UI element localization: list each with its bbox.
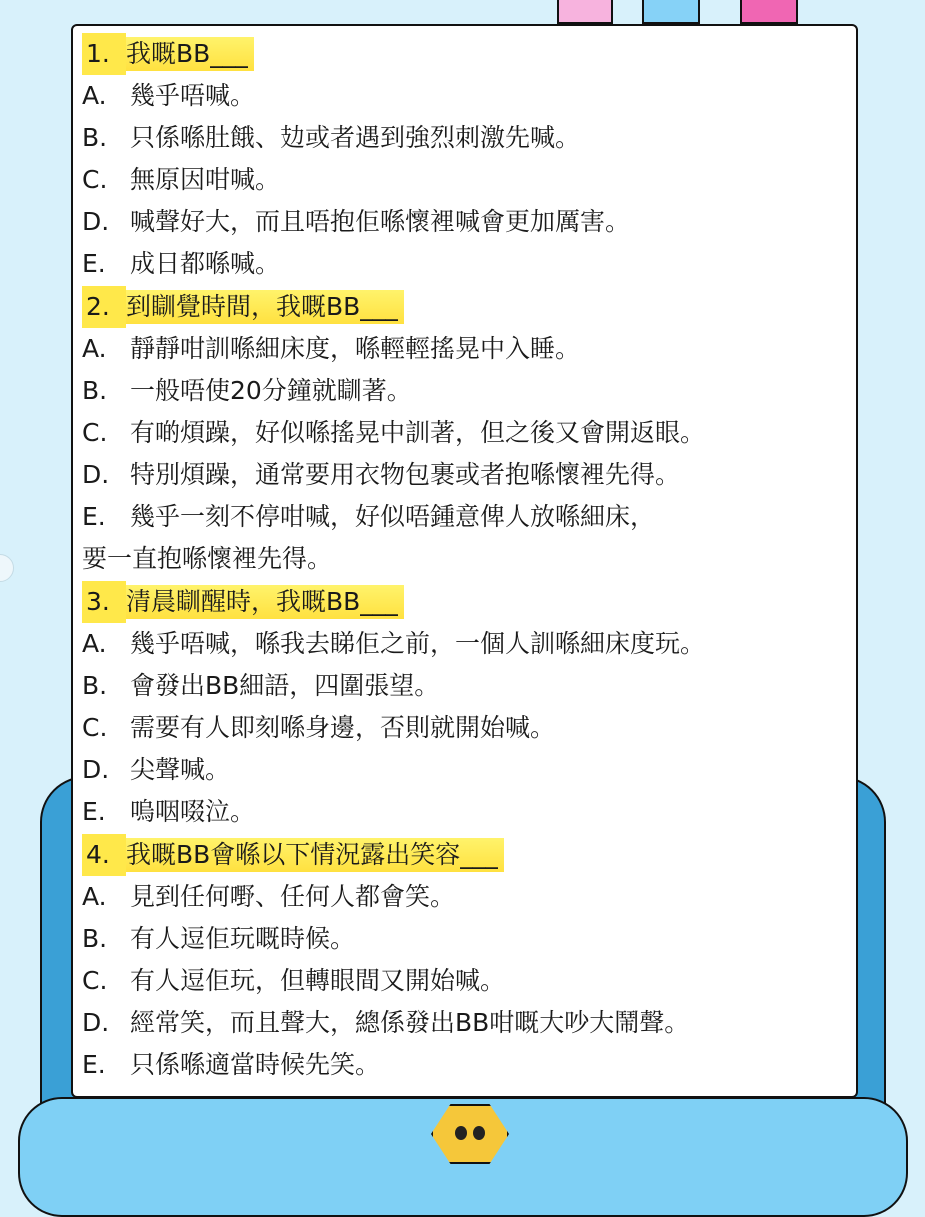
option-row[interactable] (82, 1044, 380, 1086)
option-text: 有人逗佢玩，但轉眼間又開始喊。 (130, 966, 506, 995)
option-row[interactable] (82, 623, 705, 665)
option-text: 只係喺適當時候先笑。 (130, 1050, 381, 1079)
question-number: 4. (82, 834, 126, 876)
option-text: 特別煩躁，通常要用衣物包裹或者抱喺懷裡先得。 (130, 460, 681, 489)
option-row[interactable] (82, 117, 580, 159)
decor-tab-magenta (740, 0, 798, 24)
option-text: 靜靜咁訓喺細床度，喺輕輕搖晃中入睡。 (130, 334, 581, 363)
option-row[interactable] (82, 749, 230, 791)
option-row[interactable] (82, 665, 439, 707)
option-row[interactable] (82, 243, 280, 285)
decor-tab-blue (642, 0, 700, 24)
option-letter: E. (82, 797, 106, 826)
option-row[interactable] (82, 1002, 689, 1044)
option-letter: D. (82, 1008, 110, 1037)
option-row[interactable] (82, 791, 255, 833)
option-row[interactable] (82, 960, 505, 1002)
option-row[interactable] (82, 876, 455, 918)
option-letter: E. (82, 1050, 106, 1079)
option-row[interactable] (82, 328, 580, 370)
option-text: 會發出BB細語，四圍張望。 (130, 671, 440, 700)
decor-tab-pink (557, 0, 613, 24)
option-text: 成日都喺喊。 (130, 249, 281, 278)
option-row[interactable] (82, 412, 705, 454)
option-text: 幾乎一刻不停咁喊，好似唔鍾意俾人放喺細床， (130, 502, 656, 531)
option-letter: D. (82, 755, 110, 784)
option-text: 幾乎唔喊，喺我去睇佢之前，一個人訓喺細床度玩。 (130, 629, 706, 658)
questionnaire-card (71, 24, 858, 1098)
option-text: 無原因咁喊。 (130, 165, 281, 194)
option-letter: E. (82, 249, 106, 278)
option-letter: B. (82, 376, 108, 405)
question-text: 到瞓覺時間，我嘅BB___ (126, 290, 404, 324)
option-text: 只係喺肚餓、攰或者遇到強烈刺激先喊。 (130, 123, 581, 152)
option-letter: E. (82, 502, 106, 531)
option-row[interactable] (82, 496, 655, 538)
option-row[interactable] (82, 918, 355, 960)
option-row[interactable] (82, 370, 412, 412)
question-text: 我嘅BB___ (126, 37, 254, 71)
option-text: 尖聲喊。 (130, 755, 231, 784)
question-number: 1. (82, 33, 126, 75)
option-text: 需要有人即刻喺身邊，否則就開始喊。 (130, 713, 556, 742)
question-text: 清晨瞓醒時，我嘅BB___ (126, 585, 404, 619)
option-letter: B. (82, 924, 108, 953)
option-text: 見到任何嘢、任何人都會笑。 (130, 882, 456, 911)
carousel-prev-button[interactable] (0, 554, 14, 582)
option-letter: C. (82, 966, 108, 995)
option-letter: D. (82, 460, 110, 489)
option-row[interactable] (82, 707, 555, 749)
question-number: 3. (82, 581, 126, 623)
option-letter: A. (82, 629, 107, 658)
option-text-continuation: 要一直抱喺懷裡先得。 (82, 544, 333, 573)
question-3 (82, 581, 404, 623)
option-text: 有人逗佢玩嘅時候。 (130, 924, 356, 953)
option-letter: A. (82, 882, 107, 911)
option-text: 嗚咽啜泣。 (130, 797, 256, 826)
question-4 (82, 834, 504, 876)
mascot-eye (473, 1126, 485, 1140)
option-text: 經常笑，而且聲大，總係發出BB咁嘅大吵大鬧聲。 (130, 1008, 690, 1037)
question-text: 我嘅BB會喺以下情況露出笑容___ (126, 838, 504, 872)
option-row[interactable] (82, 75, 255, 117)
option-text: 一般唔使20分鐘就瞓著。 (130, 376, 412, 405)
option-row[interactable] (82, 454, 680, 496)
question-2 (82, 286, 404, 328)
option-text: 幾乎唔喊。 (130, 81, 256, 110)
option-letter: B. (82, 123, 108, 152)
question-number: 2. (82, 286, 126, 328)
option-row[interactable] (82, 159, 280, 201)
option-letter: D. (82, 207, 110, 236)
option-letter: A. (82, 81, 107, 110)
option-letter: A. (82, 334, 107, 363)
option-text: 有啲煩躁，好似喺搖晃中訓著，但之後又會開返眼。 (130, 418, 706, 447)
question-1 (82, 33, 254, 75)
mascot-eye (455, 1126, 467, 1140)
option-letter: C. (82, 165, 108, 194)
option-letter: C. (82, 713, 108, 742)
option-row[interactable] (82, 201, 630, 243)
option-text: 喊聲好大，而且唔抱佢喺懷裡喊會更加厲害。 (130, 207, 631, 236)
option-letter: C. (82, 418, 108, 447)
option-letter: B. (82, 671, 108, 700)
